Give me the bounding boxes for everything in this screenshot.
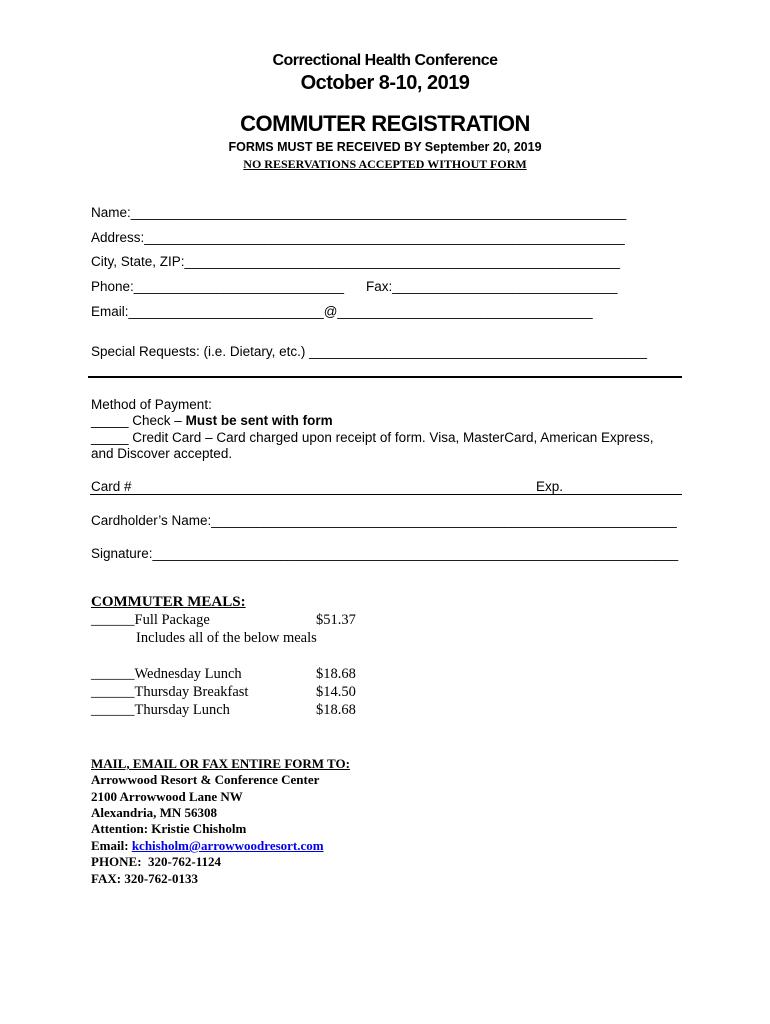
credit-card-note: and Discover accepted. bbox=[91, 446, 233, 461]
meal-price: $14.50 bbox=[316, 684, 356, 700]
address-field[interactable]: Address:________________________________________________________________ bbox=[91, 230, 625, 245]
meals-heading: COMMUTER MEALS: bbox=[91, 594, 246, 610]
cardholder-name-field[interactable]: Cardholder’s Name:______________________________________________________________ bbox=[91, 513, 677, 528]
email-label: Email: bbox=[91, 838, 132, 853]
meal-thursday-breakfast[interactable]: ______Thursday Breakfast bbox=[91, 684, 249, 700]
package-note: Includes all of the below meals bbox=[136, 630, 317, 646]
credit-card-option[interactable]: _____ Credit Card – Card charged upon receipt of form. Visa, MasterCard, American Express, bbox=[91, 430, 654, 445]
check-option-label: _____ Check – bbox=[91, 413, 186, 428]
organization-name: Arrowwood Resort & Conference Center bbox=[91, 772, 320, 787]
card-number-label: Card # bbox=[91, 479, 132, 494]
expiration-label: Exp. bbox=[536, 479, 564, 494]
check-requirement: Must be sent with form bbox=[185, 413, 333, 428]
email-line bbox=[91, 838, 324, 854]
email-field[interactable]: Email:__________________________@__________________________________ bbox=[91, 304, 593, 319]
check-option[interactable] bbox=[91, 413, 333, 428]
meal-wednesday-lunch[interactable]: ______Wednesday Lunch bbox=[91, 666, 242, 682]
attention-line: Attention: Kristie Chisholm bbox=[91, 821, 247, 836]
conference-dates: October 8-10, 2019 bbox=[300, 72, 470, 94]
phone-number: PHONE: 320-762-1124 bbox=[91, 854, 221, 869]
notice-text: NO RESERVATIONS ACCEPTED WITHOUT FORM bbox=[243, 157, 527, 171]
name-field[interactable]: Name:__________________________________________________________________ bbox=[91, 205, 627, 220]
special-requests-field[interactable]: Special Requests: (i.e. Dietary, etc.) _____________________________________________ bbox=[91, 344, 647, 359]
conference-name: Correctional Health Conference bbox=[272, 52, 498, 69]
signature-field[interactable]: Signature:______________________________________________________________________ bbox=[91, 546, 679, 561]
city-address: Alexandria, MN 56308 bbox=[91, 805, 218, 820]
meal-price: $51.37 bbox=[316, 612, 356, 628]
payment-heading: Method of Payment: bbox=[91, 397, 212, 412]
section-divider bbox=[88, 376, 682, 378]
card-number-line[interactable] bbox=[90, 494, 682, 495]
meal-price: $18.68 bbox=[316, 702, 356, 718]
meal-full-package[interactable]: ______Full Package bbox=[91, 612, 210, 628]
email-link[interactable]: kchisholm@arrowwoodresort.com bbox=[131, 838, 324, 853]
city-state-zip-field[interactable]: City, State, ZIP:__________________________________________________________ bbox=[91, 254, 620, 269]
meal-thursday-lunch[interactable]: ______Thursday Lunch bbox=[91, 702, 230, 718]
deadline-text: FORMS MUST BE RECEIVED BY September 20, 2019 bbox=[228, 140, 542, 154]
phone-field[interactable]: Phone:____________________________ bbox=[91, 279, 345, 294]
mail-heading: MAIL, EMAIL OR FAX ENTIRE FORM TO: bbox=[91, 756, 350, 771]
street-address: 2100 Arrowwood Lane NW bbox=[91, 789, 243, 804]
fax-number: FAX: 320-762-0133 bbox=[91, 871, 198, 886]
fax-field[interactable]: Fax:______________________________ bbox=[366, 279, 618, 294]
page-title: COMMUTER REGISTRATION bbox=[240, 111, 530, 136]
meal-price: $18.68 bbox=[316, 666, 356, 682]
